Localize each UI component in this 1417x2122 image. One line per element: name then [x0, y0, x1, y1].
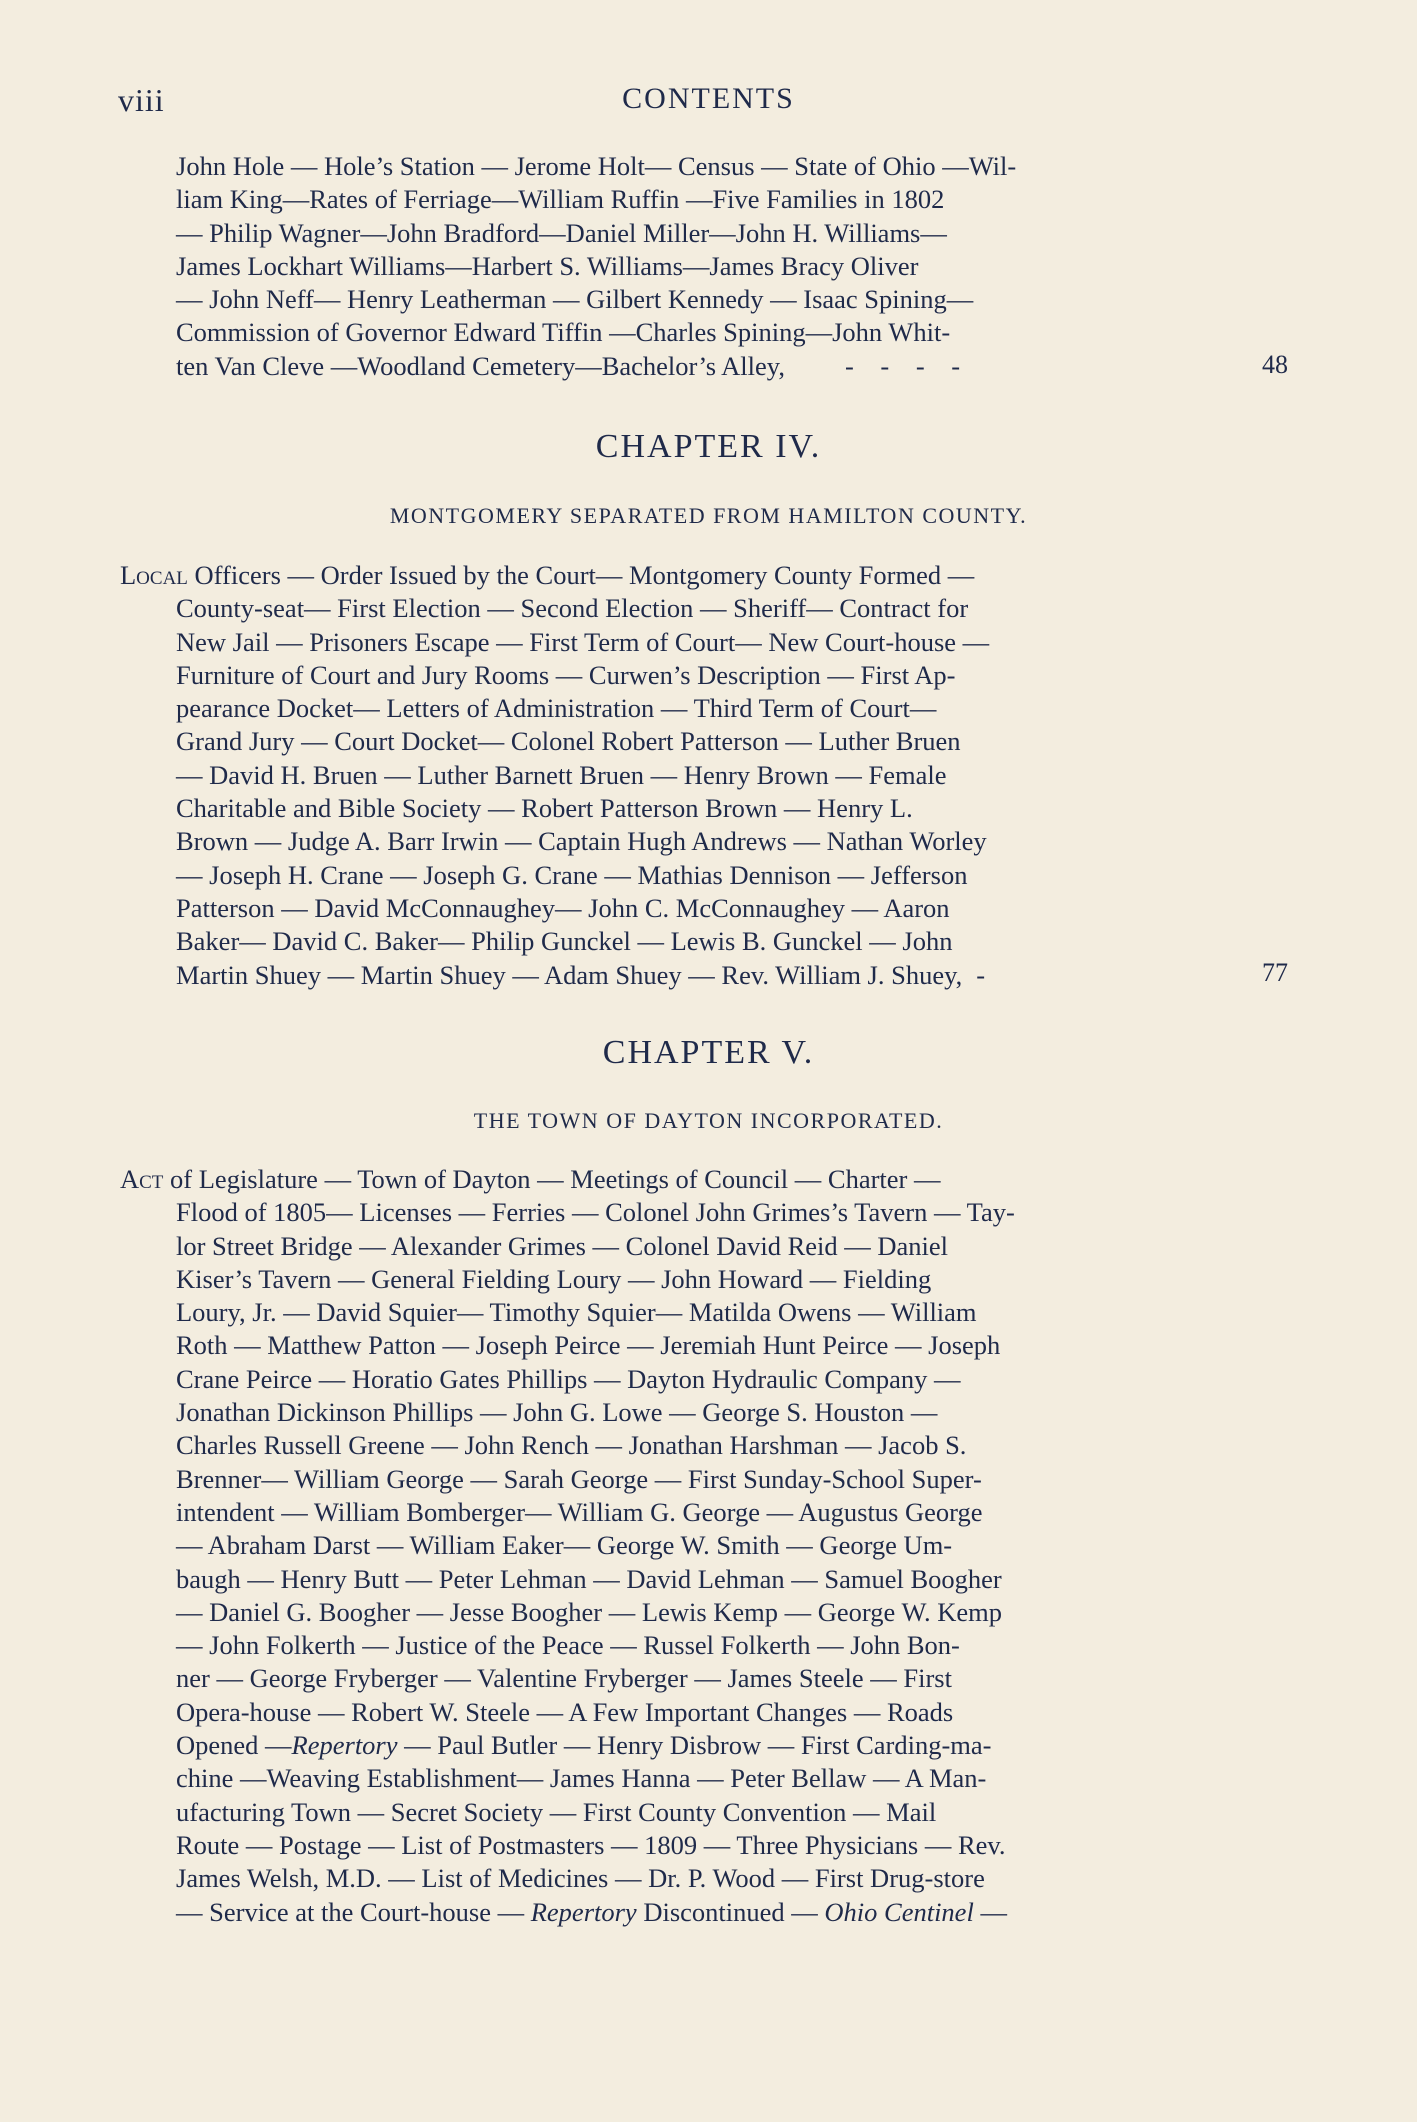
- contents-line: James Welsh, M.D. — List of Medicines — Dr. P. Wood — First Drug-store: [176, 1863, 985, 1894]
- contents-line: New Jail — Prisoners Escape — First Term of Court— New Court-house —: [176, 626, 990, 657]
- chapter4-heading: CHAPTER IV.: [595, 428, 822, 465]
- contents-line: intendent — William Bomberger— William G. George — Augustus George: [176, 1496, 983, 1527]
- contents-line: Flood of 1805— Licenses — Ferries — Colonel John Grimes’s Tavern — Tay-: [176, 1197, 1015, 1228]
- contents-line: — Service at the Court-house — Repertory Discontinued — Ohio Centinel —: [176, 1896, 1007, 1927]
- contents-line: Roth — Matthew Patton — Joseph Peirce — Jeremiah Hunt Peirce — Joseph: [176, 1330, 1001, 1361]
- contents-line: Furniture of Court and Jury Rooms — Curwen’s Description — First Ap-: [176, 659, 956, 690]
- chapter5-subtitle: THE TOWN OF DAYTON INCORPORATED.: [473, 1108, 944, 1133]
- chapter4-subtitle: MONTGOMERY SEPARATED FROM HAMILTON COUNTY.: [389, 503, 1028, 528]
- contents-line: Commission of Governor Edward Tiffin —Charles Spining—John Whit-: [176, 317, 951, 348]
- contents-line: ufacturing Town — Secret Society — First County Convention — Mail: [176, 1796, 937, 1827]
- contents-line: County-seat— First Election — Second Election — Sheriff— Contract for: [176, 593, 969, 624]
- chapter5-contents: [120, 1163, 1236, 1929]
- page-numeral: viii: [118, 82, 165, 118]
- contents-line: Patterson — David McConnaughey— John C. McConnaughey — Aaron: [176, 892, 950, 923]
- contents-line: — Abraham Darst — William Eaker— George W. Smith — George Um-: [176, 1530, 953, 1561]
- contents-line: Crane Peirce — Horatio Gates Phillips — Dayton Hydraulic Company —: [176, 1363, 961, 1394]
- running-title: CONTENTS: [622, 82, 795, 115]
- contents-line: Grand Jury — Court Docket— Colonel Robert Patterson — Luther Bruen: [176, 726, 961, 757]
- contents-line: Loury, Jr. — David Squier— Timothy Squier— Matilda Owens — William: [176, 1297, 977, 1328]
- contents-line: chine —Weaving Establishment— James Hanna — Peter Bellaw — A Man-: [176, 1763, 987, 1794]
- contents-line: pearance Docket— Letters of Administration — Third Term of Court—: [176, 693, 937, 724]
- contents-line: Kiser’s Tavern — General Fielding Loury — John Howard — Fielding: [176, 1263, 932, 1294]
- contents-line: Opened —Repertory — Paul Butler — Henry Disbrow — First Carding-ma-: [176, 1730, 992, 1761]
- contents-line: — John Folkerth — Justice of the Peace — Russel Folkerth — John Bon-: [176, 1630, 960, 1661]
- contents-line: — Daniel G. Boogher — Jesse Boogher — Lewis Kemp — George W. Kemp: [176, 1596, 1003, 1627]
- contents-line: liam King—Rates of Ferriage—William Ruffin —Five Families in 1802: [176, 184, 945, 215]
- contents-line: Brenner— William George — Sarah George — First Sunday-School Super-: [176, 1463, 982, 1494]
- contents-line: Act of Legislature — Town of Dayton — Meetings of Council — Charter —: [120, 1164, 941, 1194]
- contents-line: lor Street Bridge — Alexander Grimes — Colonel David Reid — Daniel: [176, 1230, 949, 1261]
- contents-line: Local Officers — Order Issued by the Court— Montgomery County Formed —: [120, 560, 975, 590]
- contents-line: ten Van Cleve —Woodland Cemetery—Bachelor’s Alley, - - - -: [176, 350, 971, 381]
- lead-word: Act: [120, 1164, 164, 1194]
- chapter5-heading: CHAPTER V.: [602, 1034, 815, 1071]
- contents-line: — John Neff— Henry Leatherman — Gilbert Kennedy — Isaac Spining—: [176, 284, 974, 315]
- contents-line: baugh — Henry Butt — Peter Lehman — David Lehman — Samuel Boogher: [176, 1563, 1002, 1594]
- contents-line: Route — Postage — List of Postmasters — 1809 — Three Physicians — Rev.: [176, 1829, 1006, 1860]
- contents-line: Martin Shuey — Martin Shuey — Adam Shuey — Rev. William J. Shuey, -: [176, 959, 996, 990]
- contents-line: — David H. Bruen — Luther Barnett Bruen — Henry Brown — Female: [176, 759, 947, 790]
- contents-line: Opera-house — Robert W. Steele — A Few Important Changes — Roads: [176, 1696, 954, 1727]
- chapter4-page-number: 77: [1262, 958, 1288, 987]
- contents-line: Charitable and Bible Society — Robert Patterson Brown — Henry L.: [176, 793, 913, 824]
- contents-line: ner — George Fryberger — Valentine Fryberger — James Steele — First: [176, 1663, 952, 1694]
- contents-line: Brown — Judge A. Barr Irwin — Captain Hugh Andrews — Nathan Worley: [176, 826, 987, 857]
- dot-leader: -: [976, 959, 996, 990]
- contents-line: Baker— David C. Baker— Philip Gunckel — Lewis B. Gunckel — John: [176, 926, 953, 957]
- dot-leader: - - - -: [844, 350, 971, 381]
- contents-line: — Philip Wagner—John Bradford—Daniel Miller—John H. Williams—: [176, 217, 947, 248]
- contents-line: Charles Russell Greene — John Rench — Jonathan Harshman — Jacob S.: [176, 1430, 967, 1461]
- contents-line: Jonathan Dickinson Phillips — John G. Lowe — George S. Houston —: [176, 1397, 938, 1428]
- chapter3-page-number: 48: [1262, 350, 1288, 379]
- chapter4-contents: [120, 559, 1236, 992]
- lead-word: Local: [120, 560, 188, 590]
- contents-line: James Lockhart Williams—Harbert S. Williams—James Bracy Oliver: [176, 250, 919, 281]
- chapter3-contents: [176, 150, 1236, 383]
- contents-line: — Joseph H. Crane — Joseph G. Crane — Mathias Dennison — Jefferson: [176, 859, 968, 890]
- contents-line: John Hole — Hole’s Station — Jerome Holt— Census — State of Ohio —Wil-: [176, 151, 1017, 181]
